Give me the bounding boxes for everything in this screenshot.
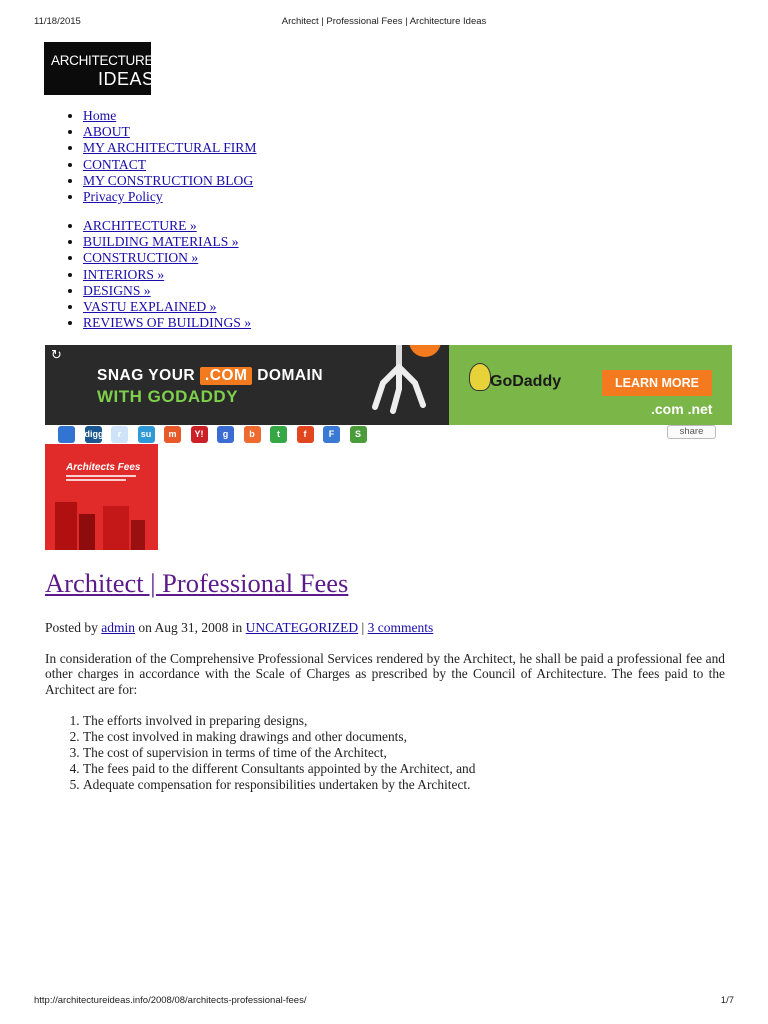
post-intro: In consideration of the Comprehensive Professional Services rendered by the Architect, he shall be paid a professional fee and other charges in accordance with the Scale of Charges as prescribed by the Council of Architecture. The fees paid to the Architect are for: (45, 651, 725, 697)
book-subtitle-line (66, 479, 126, 481)
category-item (83, 250, 251, 266)
ad-tlds: .com .net (651, 401, 713, 417)
share-button[interactable]: share (667, 425, 716, 439)
nav-item-blog (83, 173, 256, 189)
book-subtitle-line (66, 475, 136, 477)
print-page-title: Architect | Professional Fees | Architecture Ideas (281, 16, 487, 27)
meta-posted-by: Posted by (45, 620, 98, 635)
digg-icon[interactable]: digg (85, 426, 102, 443)
category-item (83, 283, 251, 299)
comments-link[interactable]: 3 comments (367, 620, 434, 635)
nav-link-blog[interactable]: MY CONSTRUCTION BLOG (83, 172, 254, 188)
category-link-vastu[interactable]: VASTU EXPLAINED » (83, 299, 217, 315)
claw-icon (353, 345, 443, 425)
site-logo[interactable] (44, 42, 155, 95)
blinklist-icon[interactable]: b (244, 426, 261, 443)
list-item: 3. The cost of supervision in terms of time of the Architect, (83, 745, 475, 761)
ad-headline-post: DOMAIN (257, 367, 324, 384)
print-url: http://architectureideas.info/2008/08/architects-professional-fees/ (34, 995, 307, 1006)
category-item (83, 267, 251, 283)
book-building (131, 520, 145, 550)
learn-more-button[interactable]: LEARN MORE (602, 370, 712, 396)
list-item: 2. The cost involved in making drawings and other documents, (83, 729, 475, 745)
category-link-designs[interactable]: DESIGNS » (83, 282, 151, 298)
post-meta (45, 620, 433, 636)
print-date: 11/18/2015 (34, 16, 81, 27)
list-item: 5. Adequate compensation for responsibilities undertaken by the Architect. (83, 777, 475, 793)
ad-brand: GoDaddy (490, 373, 562, 390)
nav-item-about (83, 124, 256, 140)
category-link[interactable]: UNCATEGORIZED (245, 620, 359, 635)
nav-item-privacy (83, 189, 256, 205)
furl-icon[interactable]: f (297, 426, 314, 443)
category-link-reviews[interactable]: REVIEWS OF BUILDINGS » (83, 315, 252, 331)
nav-link-about[interactable]: ABOUT (83, 124, 130, 140)
refresh-icon[interactable]: ↻ (51, 348, 62, 363)
nav-item-contact (83, 157, 256, 173)
ad-subheadline: WITH GODADDY (97, 387, 239, 406)
ad-headline (97, 367, 323, 385)
google-icon[interactable]: g (217, 426, 234, 443)
author-link[interactable]: admin (101, 620, 136, 635)
list-item: 4. The fees paid to the different Consultants appointed by the Architect, and (83, 761, 475, 777)
category-item (83, 315, 251, 331)
yahoo-icon[interactable]: Y! (191, 426, 208, 443)
facebook-icon[interactable]: F (323, 426, 340, 443)
category-link-construction[interactable]: CONSTRUCTION » (83, 250, 199, 266)
fee-components-list (45, 713, 475, 793)
primary-nav (64, 108, 256, 205)
nav-link-home[interactable]: Home (83, 108, 117, 123)
post-title-link[interactable]: Architect | Professional Fees (45, 568, 349, 598)
category-item (83, 299, 251, 315)
reddit-icon[interactable]: r (111, 426, 128, 443)
logo-line1: ARCHITECTURE (51, 53, 154, 68)
logo-line2: IDEAS (98, 69, 155, 89)
category-item (83, 218, 251, 234)
spurl-icon[interactable]: S (350, 426, 367, 443)
category-link-building-materials[interactable]: BUILDING MATERIALS » (83, 234, 239, 250)
book-building (79, 514, 95, 550)
print-header (34, 16, 734, 30)
technorati-icon[interactable]: t (270, 426, 287, 443)
nav-link-privacy[interactable]: Privacy Policy (83, 189, 163, 205)
category-link-architecture[interactable]: ARCHITECTURE » (83, 218, 197, 233)
print-page-number: 1/7 (720, 995, 734, 1006)
print-footer (34, 995, 734, 1009)
ad-dotcom-badge: .COM (200, 367, 252, 385)
delicious-icon[interactable] (58, 426, 75, 443)
nav-item-home (83, 108, 256, 124)
mixx-icon[interactable]: m (164, 426, 181, 443)
ad-headline-pre: SNAG YOUR (97, 367, 196, 384)
godaddy-mascot-icon (469, 363, 491, 391)
book-cover-image[interactable] (45, 444, 158, 550)
category-link-interiors[interactable]: INTERIORS » (83, 266, 165, 282)
list-item: 1. The efforts involved in preparing designs, (83, 713, 475, 729)
post-title (45, 568, 348, 599)
book-building (55, 502, 77, 550)
nav-link-contact[interactable]: CONTACT (83, 156, 147, 172)
meta-date: on Aug 31, 2008 in (138, 620, 243, 635)
book-building (103, 506, 129, 550)
book-title: Architects Fees (66, 462, 141, 473)
category-item (83, 234, 251, 250)
category-nav (64, 218, 251, 331)
godaddy-ad-banner[interactable] (45, 345, 732, 425)
nav-link-firm[interactable]: MY ARCHITECTURAL FIRM (83, 140, 257, 156)
nav-item-firm (83, 140, 256, 156)
stumbleupon-icon[interactable]: su (138, 426, 155, 443)
meta-separator: | (361, 620, 365, 635)
